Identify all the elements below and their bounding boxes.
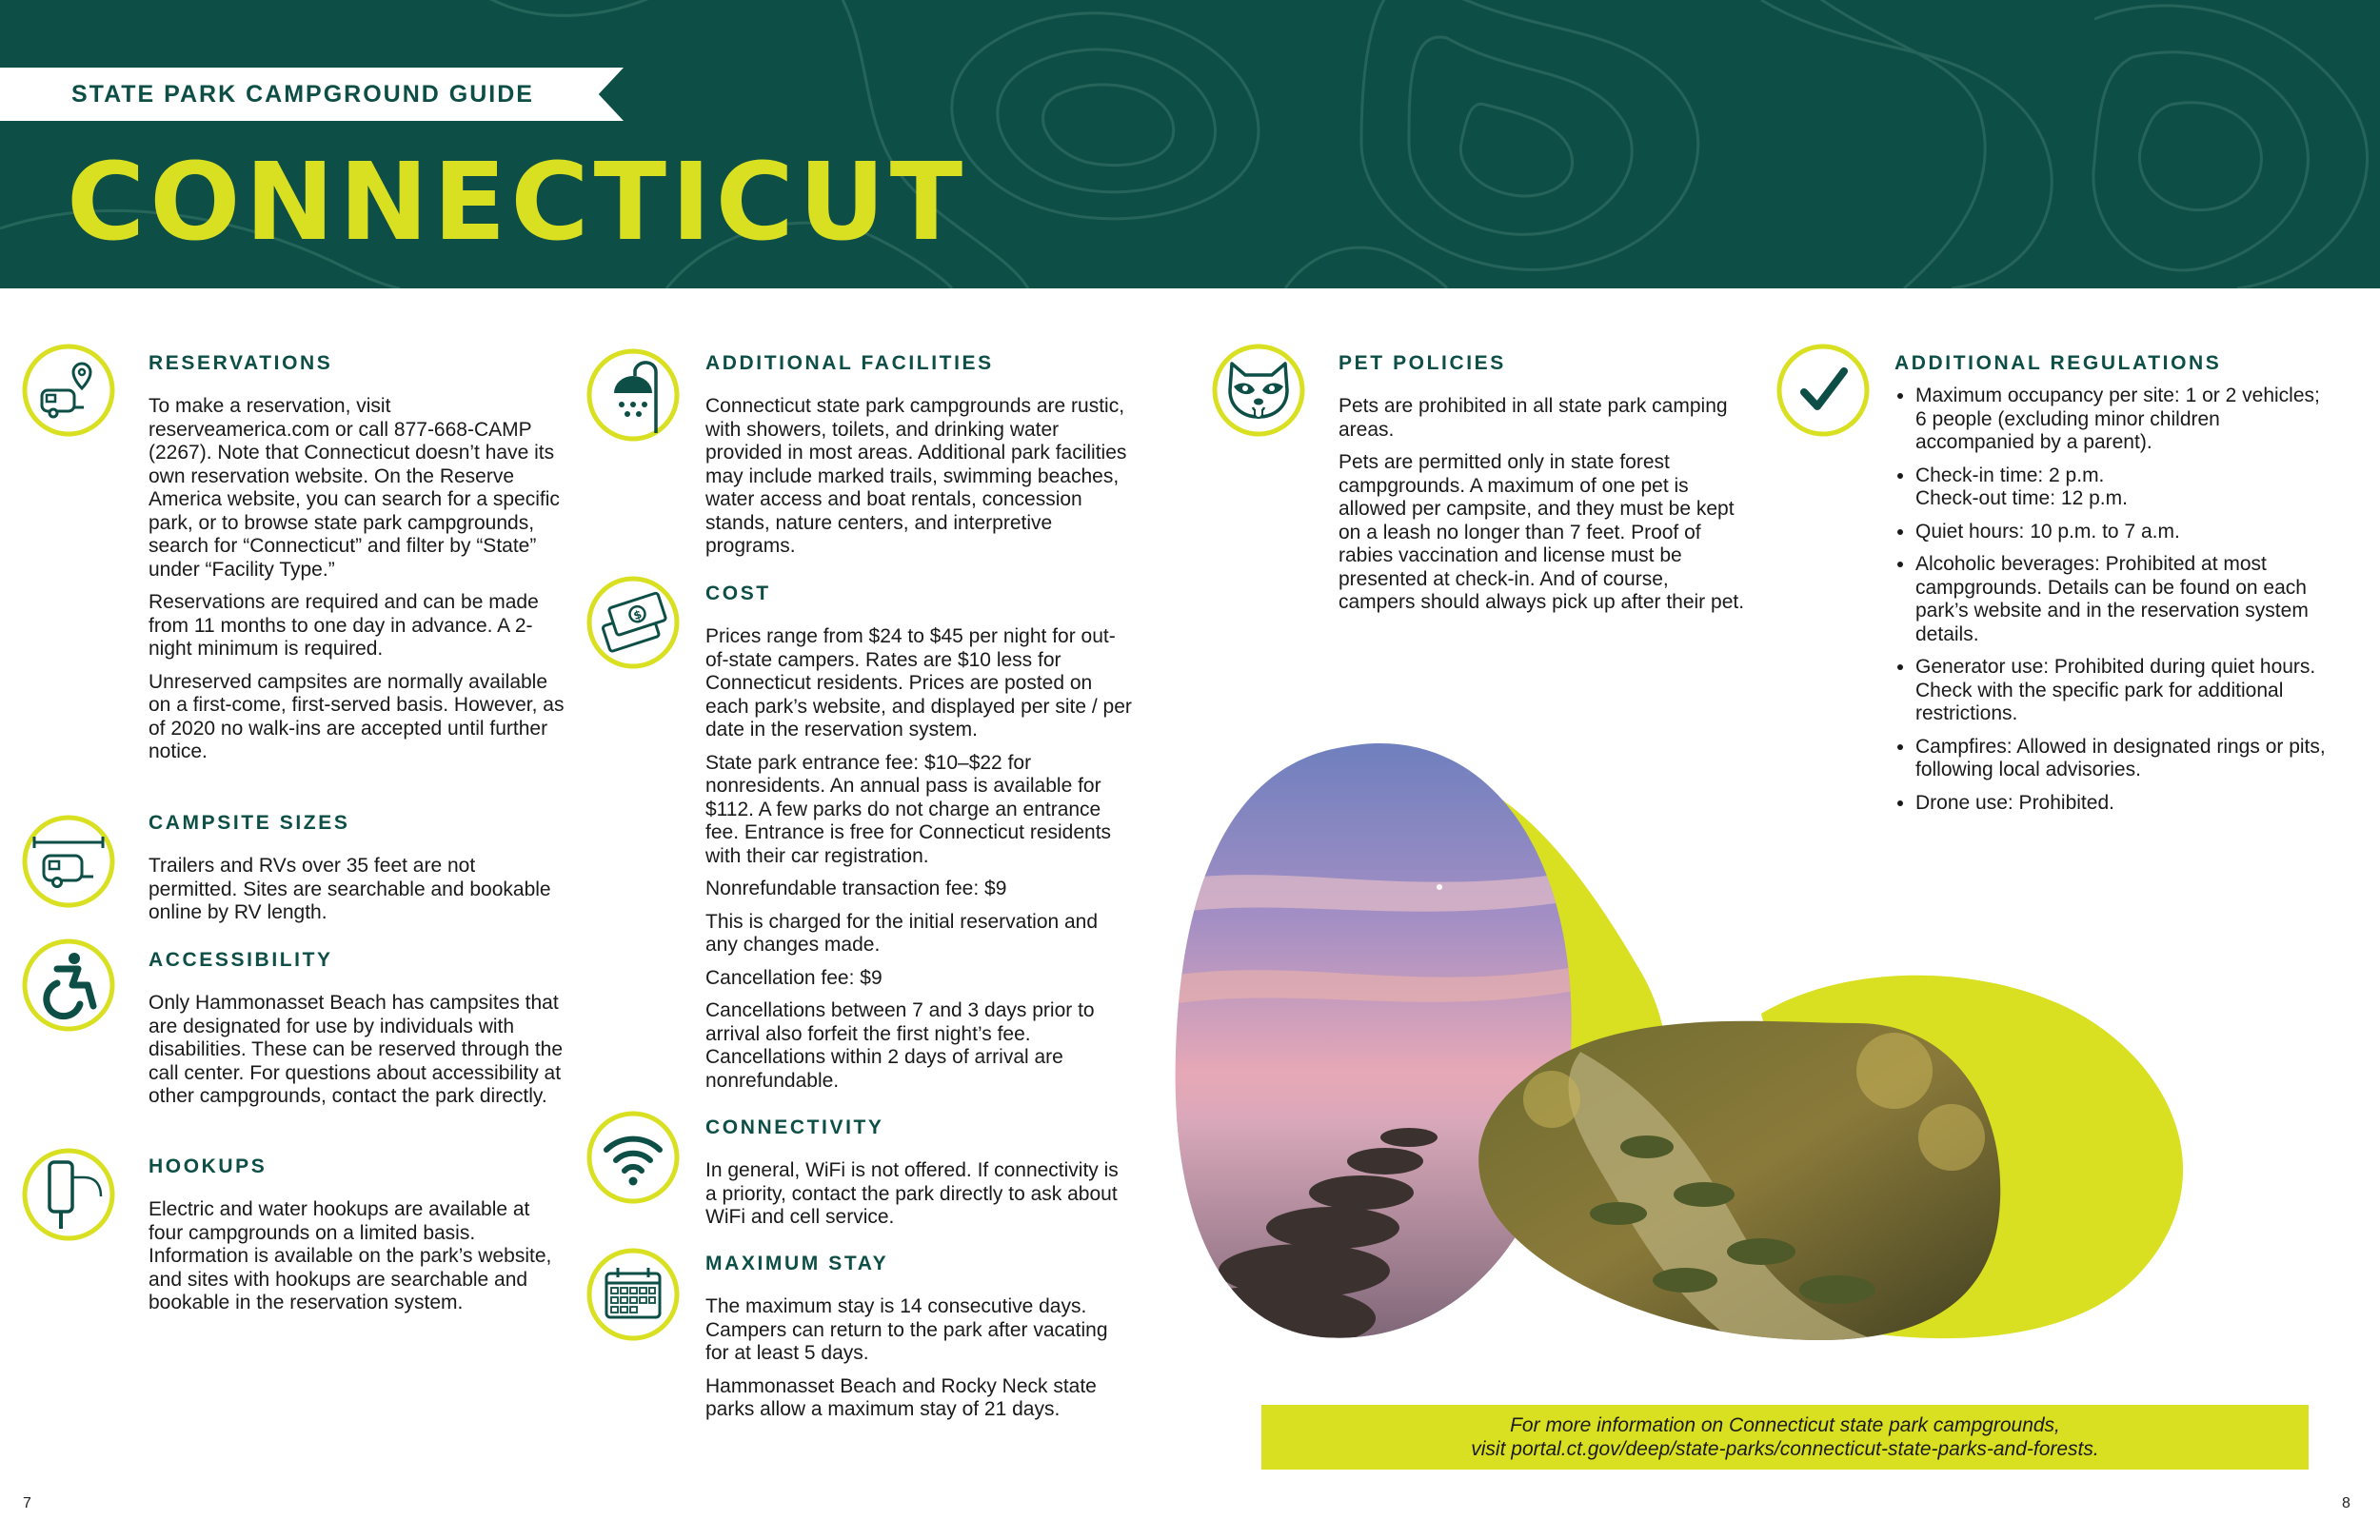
reservations-section [149,352,567,774]
regulation-item: • Generator use: Prohibited during quiet hours. Check with the specific park for additional restrictions. [1915,656,2328,726]
reservations-heading: RESERVATIONS [149,352,333,374]
photo-collage [1171,738,2228,1347]
regulation-item: • Quiet hours: 10 p.m. to 7 a.m. [1915,521,2328,544]
regulation-item: • Alcoholic beverages: Prohibited at most campgrounds. Details can be found on each park’s website and in the reservation system details. [1915,553,2328,646]
additional-facilities-paragraph: Connecticut state park campgrounds are rustic, with showers, toilets, and drinking water provided in most areas. Additional park facilities may include marked trails, swimming beaches, water access and boat rentals, concession stands, nature centers, and interpretive programs. [705,395,1127,557]
regulation-item: • Campfires: Allowed in designated rings or pits, following local advisories. [1915,736,2328,782]
connectivity-section [705,1116,1134,1239]
accessibility-paragraph: Only Hammonasset Beach has campsites that are designated for use by individuals with disabilities. These can be reserved through the call center. For questions about accessibility at other campgrounds, contact the park directly. [149,992,564,1107]
maximum-stay-heading: MAXIMUM STAY [705,1253,889,1274]
cost-paragraph: Prices range from $24 to $45 per night for out-of-state campers. Rates are $10 less for Connecticut residents. Prices are posted on each park’s website, and displayed per site / per date in the reservation system. [705,625,1132,740]
reservations-paragraph: To make a reservation, visit reserveamerica.com or call 877-668-CAMP (2267). Note that Connecticut doesn’t have its own reservation website. On the Reserve America website, you can search for a specific park, or to browse state park campgrounds, search for “Connecticut” and filter by “State” under “Facility Type.” [149,395,560,581]
regulation-item: • Drone use: Prohibited. [1915,792,2328,816]
maximum-stay-paragraph: The maximum stay is 14 consecutive days. Campers can return to the park after vacating for at least 5 days. [705,1295,1108,1364]
additional-facilities-heading: ADDITIONAL FACILITIES [705,352,994,374]
svg-text:$: $ [631,607,644,623]
shower-icon [585,347,681,443]
cost-paragraph: Cancellation fee: $9 [705,966,883,989]
cost-paragraph: Cancellations between 7 and 3 days prior to arrival also forfeit the first night’s fee. Cancellations within 2 days of arrival are nonrefundable. [705,999,1095,1092]
header-banner [0,0,2380,288]
reservations-paragraph: Reservations are required and can be made from 11 months to one day in advance. A 2-night minimum is required. [149,591,539,660]
raccoon-icon [1211,343,1306,438]
hookups-heading: HOOKUPS [149,1155,268,1177]
pet-policies-paragraph: Pets are permitted only in state forest campgrounds. A maximum of one pet is allowed per campsite, and they must be kept on a leash no longer than 7 feet. Proof of rabies vaccination and license must be presented at check-in. And of course, campers should always pick up after their pet. [1339,451,1745,613]
wheelchair-icon [21,938,116,1033]
campsite-sizes-section [149,812,567,935]
hookups-paragraph: Electric and water hookups are available at four campgrounds on a limited basis. Information is available on the park’s website, and sites with hookups are searchable and bookable in the reservation system. [149,1198,552,1313]
more-info-link[interactable]: visit portal.ct.gov/deep/state-parks/connecticut-state-parks-and-forests. [1471,1438,2099,1460]
hookups-section [149,1155,567,1325]
reservations-paragraph: Unreserved campsites are normally available on a first-come, first-served basis. However, as of 2020 no walk-ins are accepted until further notice. [149,670,565,762]
more-info-line: For more information on Connecticut state park campgrounds, [1510,1414,2060,1436]
campsite-sizes-paragraph: Trailers and RVs over 35 feet are not permitted. Sites are searchable and bookable online by RV length. [149,855,551,923]
additional-regulations-heading: ADDITIONAL REGULATIONS [1894,352,2222,374]
cost-heading: COST [705,582,771,604]
regulation-item: • Maximum occupancy per site: 1 or 2 vehicles; 6 people (excluding minor children accompanied by a parent). [1915,385,2328,455]
wifi-icon [585,1110,681,1205]
power-hookup-icon [21,1147,116,1242]
pet-policies-heading: PET POLICIES [1339,352,1506,374]
more-info-banner [1261,1405,2309,1470]
maximum-stay-paragraph: Hammonasset Beach and Rocky Neck state parks allow a maximum stay of 21 days. [705,1374,1097,1420]
connectivity-heading: CONNECTIVITY [705,1116,884,1138]
guide-label: STATE PARK CAMPGROUND GUIDE [71,81,534,108]
cost-paragraph: State park entrance fee: $10–$22 for nonresidents. An annual pass is available for $112. A few parks do not charge an entrance fee. Entrance is free for Connecticut residents with their car registration. [705,751,1112,867]
maximum-stay-section [705,1253,1134,1431]
campsite-sizes-heading: CAMPSITE SIZES [149,812,350,834]
pet-policies-section [1339,352,1748,624]
regulation-item: • Check-in time: 2 p.m. Check-out time: 12 p.m. [1915,464,2328,511]
cost-paragraph: Nonrefundable transaction fee: $9 [705,878,1007,899]
page-title: CONNECTICUT [67,141,968,265]
camper-location-icon [21,343,116,438]
checkmark-icon [1775,343,1871,438]
calendar-icon [585,1247,681,1342]
additional-facilities-section [705,352,1134,568]
pet-policies-paragraph: Pets are prohibited in all state park camping areas. [1339,395,1728,441]
page-number-right: 8 [2342,1495,2350,1511]
connectivity-paragraph: In general, WiFi is not offered. If connectivity is a priority, contact the park directly to ask about WiFi and cell service. [705,1159,1119,1228]
accessibility-heading: ACCESSIBILITY [149,949,333,971]
page-number-left: 7 [23,1495,31,1511]
cost-paragraph: This is charged for the initial reservation and any changes made. [705,910,1099,956]
camper-length-icon [21,814,116,909]
cost-section [705,582,1134,1102]
accessibility-section [149,949,567,1118]
money-card-icon [585,575,681,670]
